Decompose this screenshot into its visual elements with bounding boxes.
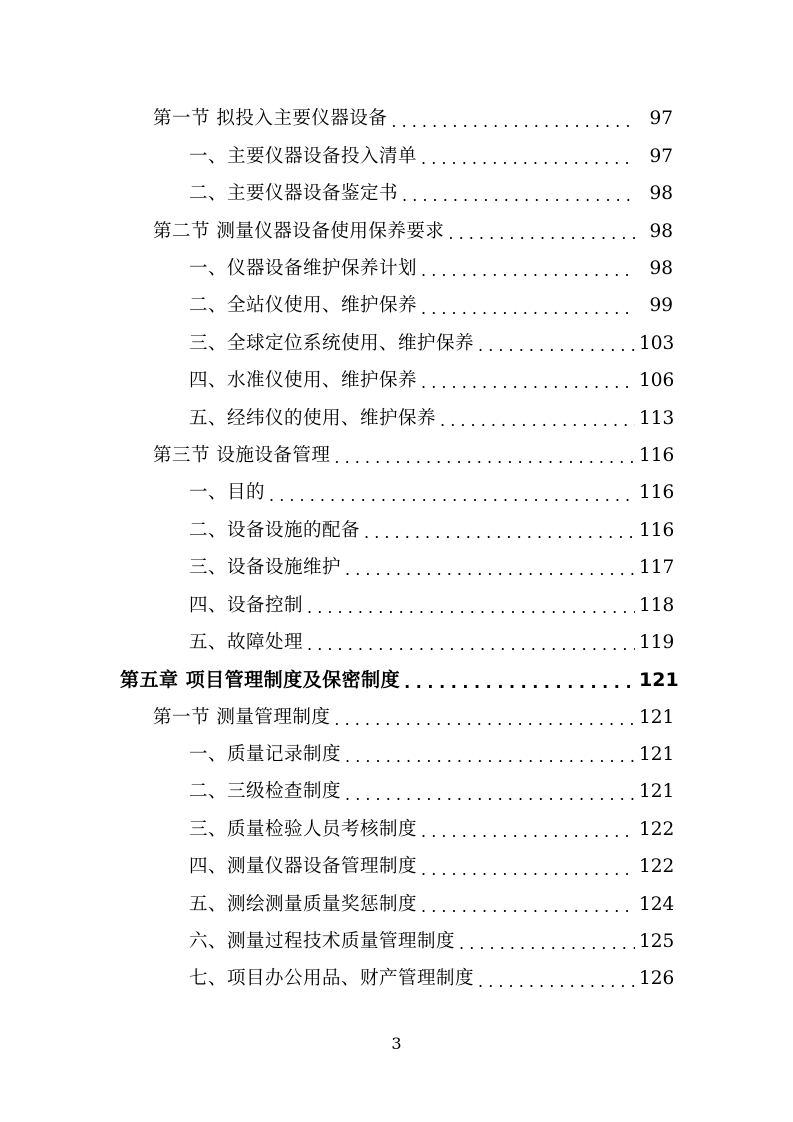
toc-entry-page: 106	[639, 370, 675, 392]
toc-entry-page: 99	[649, 295, 673, 317]
toc-entry-label: 三、质量检验人员考核制度	[189, 818, 418, 840]
toc-entry-page: 118	[639, 594, 675, 616]
toc-entry-label: 第二节 测量仪器设备使用保养要求	[153, 220, 445, 242]
toc-dot-leader	[421, 824, 635, 840]
toc-dot-leader	[345, 562, 635, 578]
toc-dot-leader	[421, 862, 635, 878]
toc-entry-page: 98	[649, 183, 673, 205]
toc-entry-section[interactable]	[0, 101, 793, 138]
toc-dot-leader	[421, 899, 635, 915]
toc-entry-item[interactable]	[0, 288, 793, 325]
toc-entry-page: 98	[649, 258, 673, 279]
toc-entry-page: 97	[649, 108, 673, 130]
toc-entry-page: 121	[639, 781, 675, 803]
toc-entry-section[interactable]	[0, 438, 793, 475]
toc-dot-leader	[478, 974, 635, 990]
toc-entry-label: 四、水准仪使用、维护保养	[189, 370, 418, 392]
toc-entry-page: 103	[639, 332, 675, 354]
toc-entry-label: 一、仪器设备维护保养计划	[189, 258, 418, 279]
toc-entry-item[interactable]	[0, 550, 793, 587]
toc-dot-leader	[402, 188, 635, 204]
toc-entry-section[interactable]	[0, 699, 793, 736]
toc-entry-label: 四、测量仪器设备管理制度	[189, 856, 418, 878]
toc-dot-leader	[478, 338, 635, 354]
toc-entry-item[interactable]	[0, 587, 793, 624]
toc-entry-item[interactable]	[0, 811, 793, 848]
toc-entry-label: 二、全站仪使用、维护保养	[189, 295, 418, 317]
toc-entry-label: 四、设备控制	[189, 594, 304, 616]
toc-entry-page: 121	[639, 744, 675, 766]
toc-entry-label: 二、三级检查制度	[189, 781, 342, 803]
toc-dot-leader	[364, 525, 635, 541]
toc-entry-page: 125	[639, 931, 675, 953]
toc-entry-page: 116	[639, 519, 675, 541]
toc-entry-label: 五、故障处理	[189, 631, 304, 653]
toc-dot-leader	[440, 413, 635, 429]
toc-entry-label: 第一节 测量管理制度	[153, 706, 331, 728]
toc-entry-item[interactable]	[0, 325, 793, 362]
toc-dot-leader	[307, 637, 635, 653]
toc-entry-label: 六、测量过程技术质量管理制度	[189, 931, 456, 953]
toc-entry-section[interactable]	[0, 213, 793, 250]
toc-entry-item[interactable]	[0, 475, 793, 512]
toc-entry-item[interactable]	[0, 737, 793, 774]
toc-entry-item[interactable]	[0, 774, 793, 811]
page-number: 3	[391, 1034, 402, 1053]
toc-entry-page: 113	[639, 407, 675, 429]
toc-entry-item[interactable]	[0, 924, 793, 961]
toc-entry-label: 三、全球定位系统使用、维护保养	[189, 332, 475, 354]
toc-entry-label: 第五章 项目管理制度及保密制度	[120, 669, 401, 692]
toc-entry-label: 五、经纬仪的使用、维护保养	[189, 407, 437, 429]
toc-dot-leader	[459, 936, 635, 952]
toc-entry-page: 121	[639, 669, 679, 692]
toc-dot-leader	[334, 712, 635, 728]
toc-dot-leader	[307, 600, 635, 616]
toc-entry-label: 一、目的	[189, 482, 266, 504]
toc-dot-leader	[421, 151, 635, 167]
toc-dot-leader	[391, 114, 635, 130]
toc-entry-chapter[interactable]	[0, 662, 793, 699]
toc-entry-page: 98	[649, 220, 673, 242]
toc-entry-label: 一、质量记录制度	[189, 744, 342, 766]
toc-dot-leader	[334, 450, 635, 466]
toc-entry-page: 122	[639, 856, 675, 878]
toc-dot-leader	[345, 749, 635, 765]
toc-entry-item[interactable]	[0, 849, 793, 886]
toc-entry-label: 二、设备设施的配备	[189, 519, 361, 541]
toc-entry-page: 126	[639, 968, 675, 990]
toc-entry-item[interactable]	[0, 363, 793, 400]
toc-entry-page: 122	[639, 818, 675, 840]
toc-entry-page: 117	[639, 557, 675, 579]
toc-entry-item[interactable]	[0, 886, 793, 923]
toc-entry-label: 三、设备设施维护	[189, 557, 342, 579]
toc-entry-label: 七、项目办公用品、财产管理制度	[189, 968, 475, 990]
toc-entry-item[interactable]	[0, 400, 793, 437]
toc-entry-page: 97	[649, 145, 673, 167]
toc-entry-label: 二、主要仪器设备鉴定书	[189, 183, 399, 205]
toc-dot-leader	[345, 787, 635, 803]
toc-entry-item[interactable]	[0, 251, 793, 288]
toc-entry-item[interactable]	[0, 624, 793, 661]
toc-dot-leader	[269, 488, 635, 504]
toc-entry-page: 116	[639, 444, 675, 466]
toc-dot-leader	[421, 301, 635, 317]
toc-entry-page: 124	[639, 893, 675, 915]
toc-entry-item[interactable]	[0, 961, 793, 998]
toc-entry-page: 121	[639, 706, 675, 728]
toc-entry-label: 第三节 设施设备管理	[153, 444, 331, 466]
toc-entry-label: 五、测绘测量质量奖惩制度	[189, 893, 418, 915]
toc-entry-item[interactable]	[0, 138, 793, 175]
toc-entry-item[interactable]	[0, 512, 793, 549]
toc-dot-leader	[421, 375, 635, 391]
toc-entry-page: 119	[639, 631, 675, 653]
toc-dot-leader	[448, 226, 635, 242]
toc-entry-page: 116	[639, 482, 675, 504]
toc-entry-label: 一、主要仪器设备投入清单	[189, 145, 418, 167]
toc-dot-leader	[404, 675, 635, 691]
toc-entry-label: 第一节 拟投入主要仪器设备	[153, 108, 388, 130]
toc-entry-item[interactable]	[0, 176, 793, 213]
table-of-contents	[0, 101, 793, 998]
toc-dot-leader	[421, 263, 635, 279]
